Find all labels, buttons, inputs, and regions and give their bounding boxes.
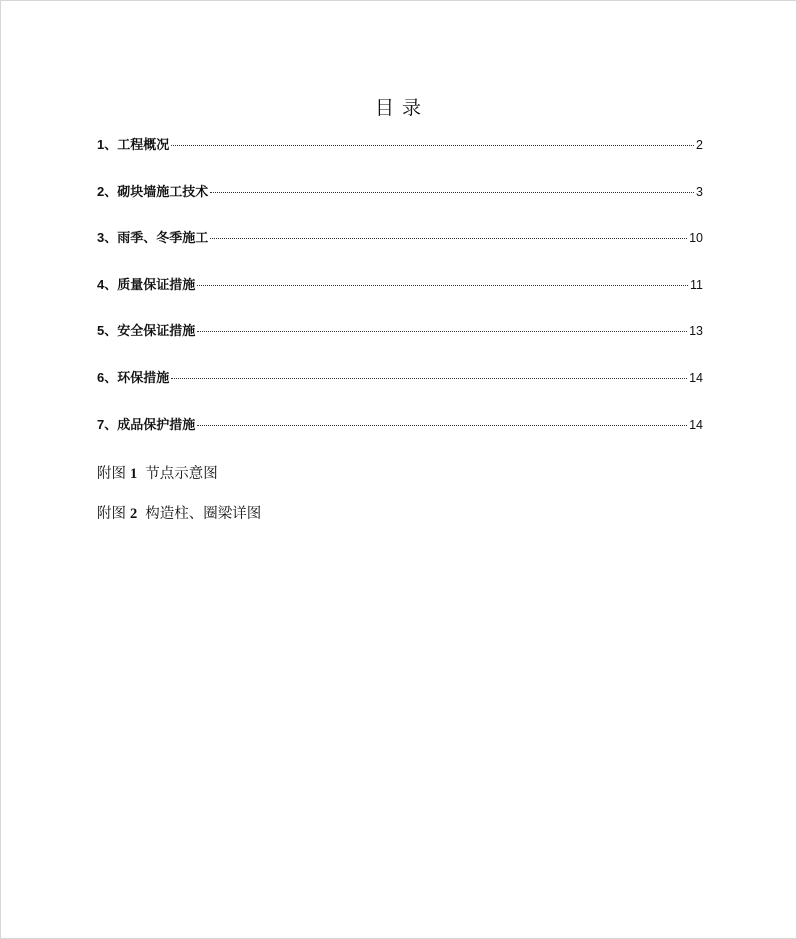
- toc-dot-leader: [197, 331, 687, 332]
- toc-entry-page: 3: [696, 184, 703, 199]
- appendix-number: 2: [130, 506, 138, 522]
- toc-entry-number: 4、: [97, 276, 118, 292]
- toc-entry-label: 安全保证措施: [117, 324, 196, 340]
- toc-entry-label: 砌块墙施工技术: [117, 184, 209, 200]
- appendix-number: 1: [130, 466, 138, 482]
- appendix-label: 构造柱、圈梁详图: [145, 506, 262, 522]
- toc-entry-number: 2、: [97, 183, 118, 199]
- toc-entry[interactable]: [97, 414, 703, 461]
- toc-entry-page: 14: [689, 417, 703, 432]
- toc-entry-page: 10: [689, 231, 703, 246]
- toc-dot-leader: [171, 145, 694, 146]
- appendix-entry[interactable]: [97, 502, 261, 523]
- toc-entry-page: 11: [690, 277, 703, 292]
- toc-entry[interactable]: [97, 320, 703, 367]
- toc-entry-label: 环保措施: [117, 370, 170, 386]
- toc-entry[interactable]: [97, 134, 703, 181]
- toc-dot-leader: [197, 285, 688, 286]
- appendix-label: 节点示意图: [145, 466, 218, 482]
- toc-entry-number: 3、: [97, 230, 118, 246]
- toc-dot-leader: [171, 378, 687, 379]
- toc-entry-number: 7、: [97, 416, 118, 432]
- toc-entry-number: 6、: [97, 369, 118, 385]
- appendix-entry[interactable]: [97, 462, 218, 483]
- toc-dot-leader: [210, 192, 694, 193]
- toc-entry-page: 13: [689, 324, 703, 339]
- appendix-prefix: 附图: [97, 466, 126, 482]
- toc-entry[interactable]: [97, 181, 703, 228]
- toc-entry[interactable]: [97, 227, 703, 274]
- toc-entry-label: 工程概况: [117, 138, 170, 153]
- appendix-prefix: 附图: [97, 506, 126, 522]
- toc-entry-label: 质量保证措施: [117, 277, 196, 293]
- toc-entry-page: 2: [696, 138, 703, 152]
- toc-title: 目 录: [374, 97, 423, 119]
- toc-entry[interactable]: [97, 274, 703, 321]
- toc-entry-number: 5、: [97, 323, 118, 339]
- toc-entry[interactable]: [97, 367, 703, 414]
- toc-entry-label: 雨季、冬季施工: [117, 231, 209, 247]
- toc-dot-leader: [210, 238, 687, 239]
- toc-list: [97, 134, 703, 460]
- toc-entry-number: 1、: [97, 137, 118, 152]
- toc-entry-page: 14: [689, 370, 703, 385]
- toc-dot-leader: [197, 425, 687, 426]
- toc-entry-label: 成品保护措施: [117, 417, 196, 433]
